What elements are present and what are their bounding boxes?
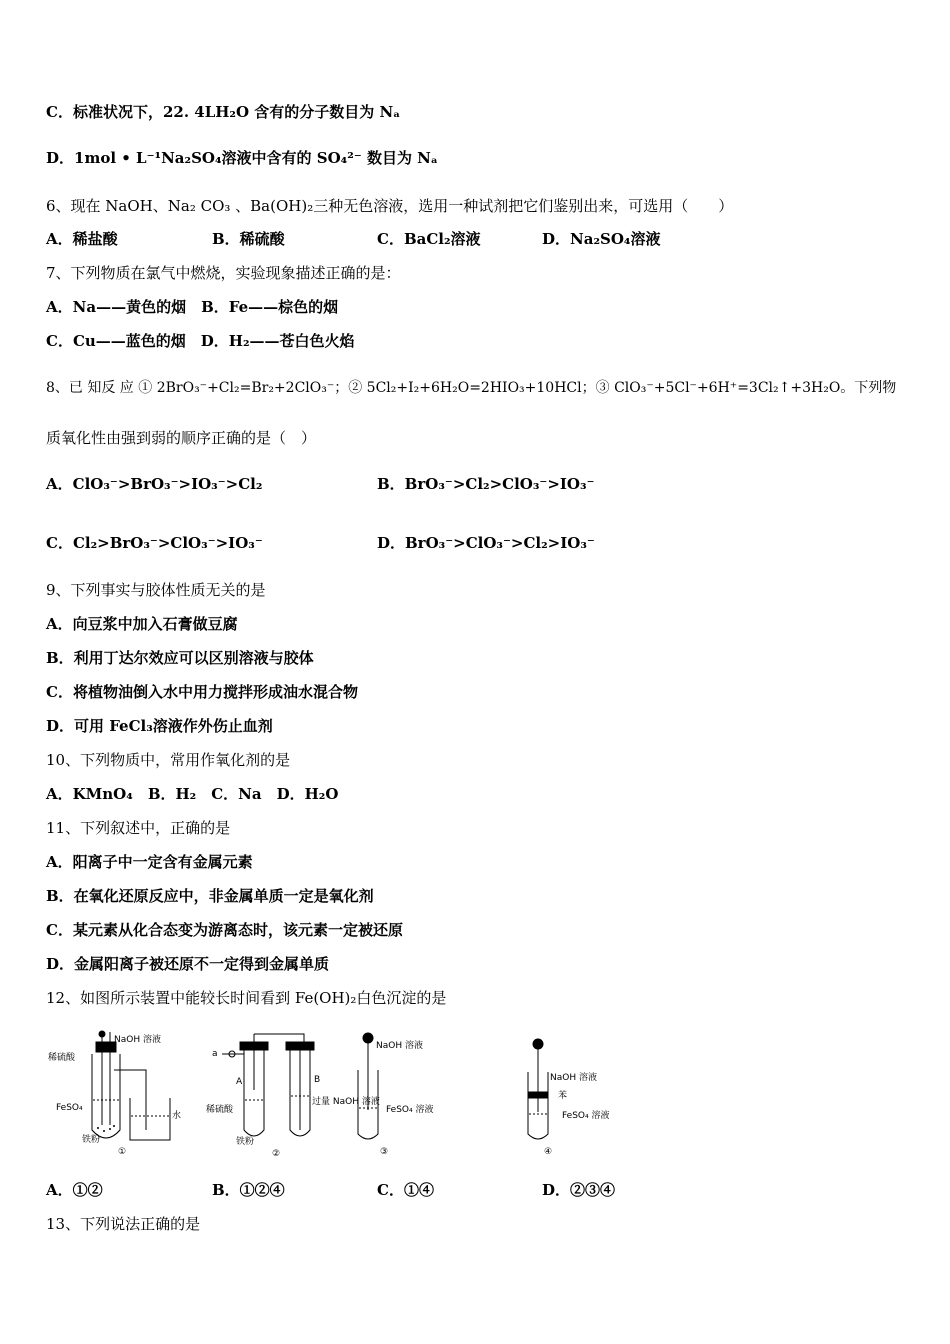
q8-option-d: D．BrO₃⁻>ClO₃⁻>Cl₂>IO₃⁻ [377,534,595,552]
q5-option-c: C．标准状况下，22. 4LH₂O 含有的分子数目为 Nₐ [46,103,401,121]
fig1-water-label: 水 [172,1111,182,1121]
q7-options-row1: A．Na——黄色的烟 B．Fe——棕色的烟 [46,298,339,316]
fig2-number: ② [272,1149,281,1159]
q8-stem-line1: 8、已 知反 应 ① 2BrO₃⁻+Cl₂=Br₂+2ClO₃⁻；② 5Cl₂+I₂+6H₂O=2HIO₃+10HCl；③ ClO₃⁻+5Cl⁻+6H⁺=3Cl₂↑+3H₂O。下列物 [46,380,897,396]
q9-option-b: B．利用丁达尔效应可以区别溶液与胶体 [46,649,314,667]
fig2-a-label: a [212,1049,218,1059]
fig2-iron-label: 铁粉 [236,1137,255,1147]
q11-option-c: C．某元素从化合态变为游离态时，该元素一定被还原 [46,921,403,939]
fig4-feso4-label: FeSO₄ 溶液 [562,1111,610,1121]
q10-stem: 10、下列物质中，常用作氧化剂的是 [46,751,291,769]
fig1-naoh-label: NaOH 溶液 [114,1035,161,1045]
fig1-number: ① [118,1147,127,1157]
apparatus-4 [528,1039,610,1157]
q6-stem: 6、现在 NaOH、Na₂ CO₃ 、Ba(OH)₂三种无色溶液，选用一种试剂把它们鉴别出来，可选用（ ） [46,197,734,215]
q6-option-d: D．Na₂SO₄溶液 [542,230,661,248]
fig4-naoh-label: NaOH 溶液 [550,1073,597,1083]
q8-option-c: C．Cl₂>BrO₃⁻>ClO₃⁻>IO₃⁻ [46,534,263,552]
q12-option-d: D．②③④ [542,1181,616,1199]
q11-stem: 11、下列叙述中，正确的是 [46,819,231,837]
q9-option-d: D．可用 FeCl₃溶液作外伤止血剂 [46,717,273,735]
q8-option-a: A．ClO₃⁻>BrO₃⁻>IO₃⁻>Cl₂ [46,475,263,493]
q12-option-a: A．①② [46,1181,103,1199]
fig1-feso4-label: FeSO₄ [56,1103,83,1113]
apparatus-1 [48,1031,181,1157]
fig4-number: ④ [544,1147,553,1157]
fig1-acid-label: 稀硫酸 [48,1053,76,1063]
q9-stem: 9、下列事实与胶体性质无关的是 [46,581,266,599]
fig2-A-label: A [236,1077,243,1087]
fig3-feso4-label: FeSO₄ 溶液 [386,1105,434,1115]
fig3-number: ③ [380,1147,389,1157]
q7-options-row2: C．Cu——蓝色的烟 D．H₂——苍白色火焰 [46,332,355,350]
q8-stem-line2: 质氧化性由强到弱的顺序正确的是（ ） [46,429,317,447]
q13-stem: 13、下列说法正确的是 [46,1215,201,1233]
q6-option-a: A．稀盐酸 [46,230,118,248]
q12-stem: 12、如图所示装置中能较长时间看到 Fe(OH)₂白色沉淀的是 [46,989,447,1007]
q11-option-b: B．在氧化还原反应中，非金属单质一定是氧化剂 [46,887,374,905]
fig2-B-label: B [314,1075,321,1085]
q9-option-c: C．将植物油倒入水中用力搅拌形成油水混合物 [46,683,358,701]
q9-option-a: A．向豆浆中加入石膏做豆腐 [46,615,238,633]
apparatus-3 [358,1033,434,1157]
q5-option-d: D．1mol • L⁻¹Na₂SO₄溶液中含有的 SO₄²⁻ 数目为 Nₐ [46,149,438,167]
fig3-naoh-label: NaOH 溶液 [376,1041,423,1051]
apparatus-2 [206,1034,380,1159]
q12-apparatus-figure [46,1030,646,1165]
fig2-excess-naoh-label: 过量 NaOH 溶液 [312,1097,380,1107]
q11-option-a: A．阳离子中一定含有金属元素 [46,853,253,871]
q11-option-d: D．金属阳离子被还原不一定得到金属单质 [46,955,330,973]
q6-option-c: C．BaCl₂溶液 [377,230,481,248]
q12-option-c: C．①④ [377,1181,434,1199]
fig2-acid-label: 稀硫酸 [206,1105,234,1115]
fig1-iron-label: 铁粉 [82,1135,101,1145]
fig4-benzene-label: 苯 [558,1091,568,1101]
q7-stem: 7、下列物质在氯气中燃烧，实验现象描述正确的是： [46,264,401,282]
q8-option-b: B．BrO₃⁻>Cl₂>ClO₃⁻>IO₃⁻ [377,475,595,493]
q6-option-b: B．稀硫酸 [212,230,285,248]
q12-option-b: B．①②④ [212,1181,285,1199]
q10-options: A．KMnO₄ B．H₂ C．Na D．H₂O [46,785,339,803]
